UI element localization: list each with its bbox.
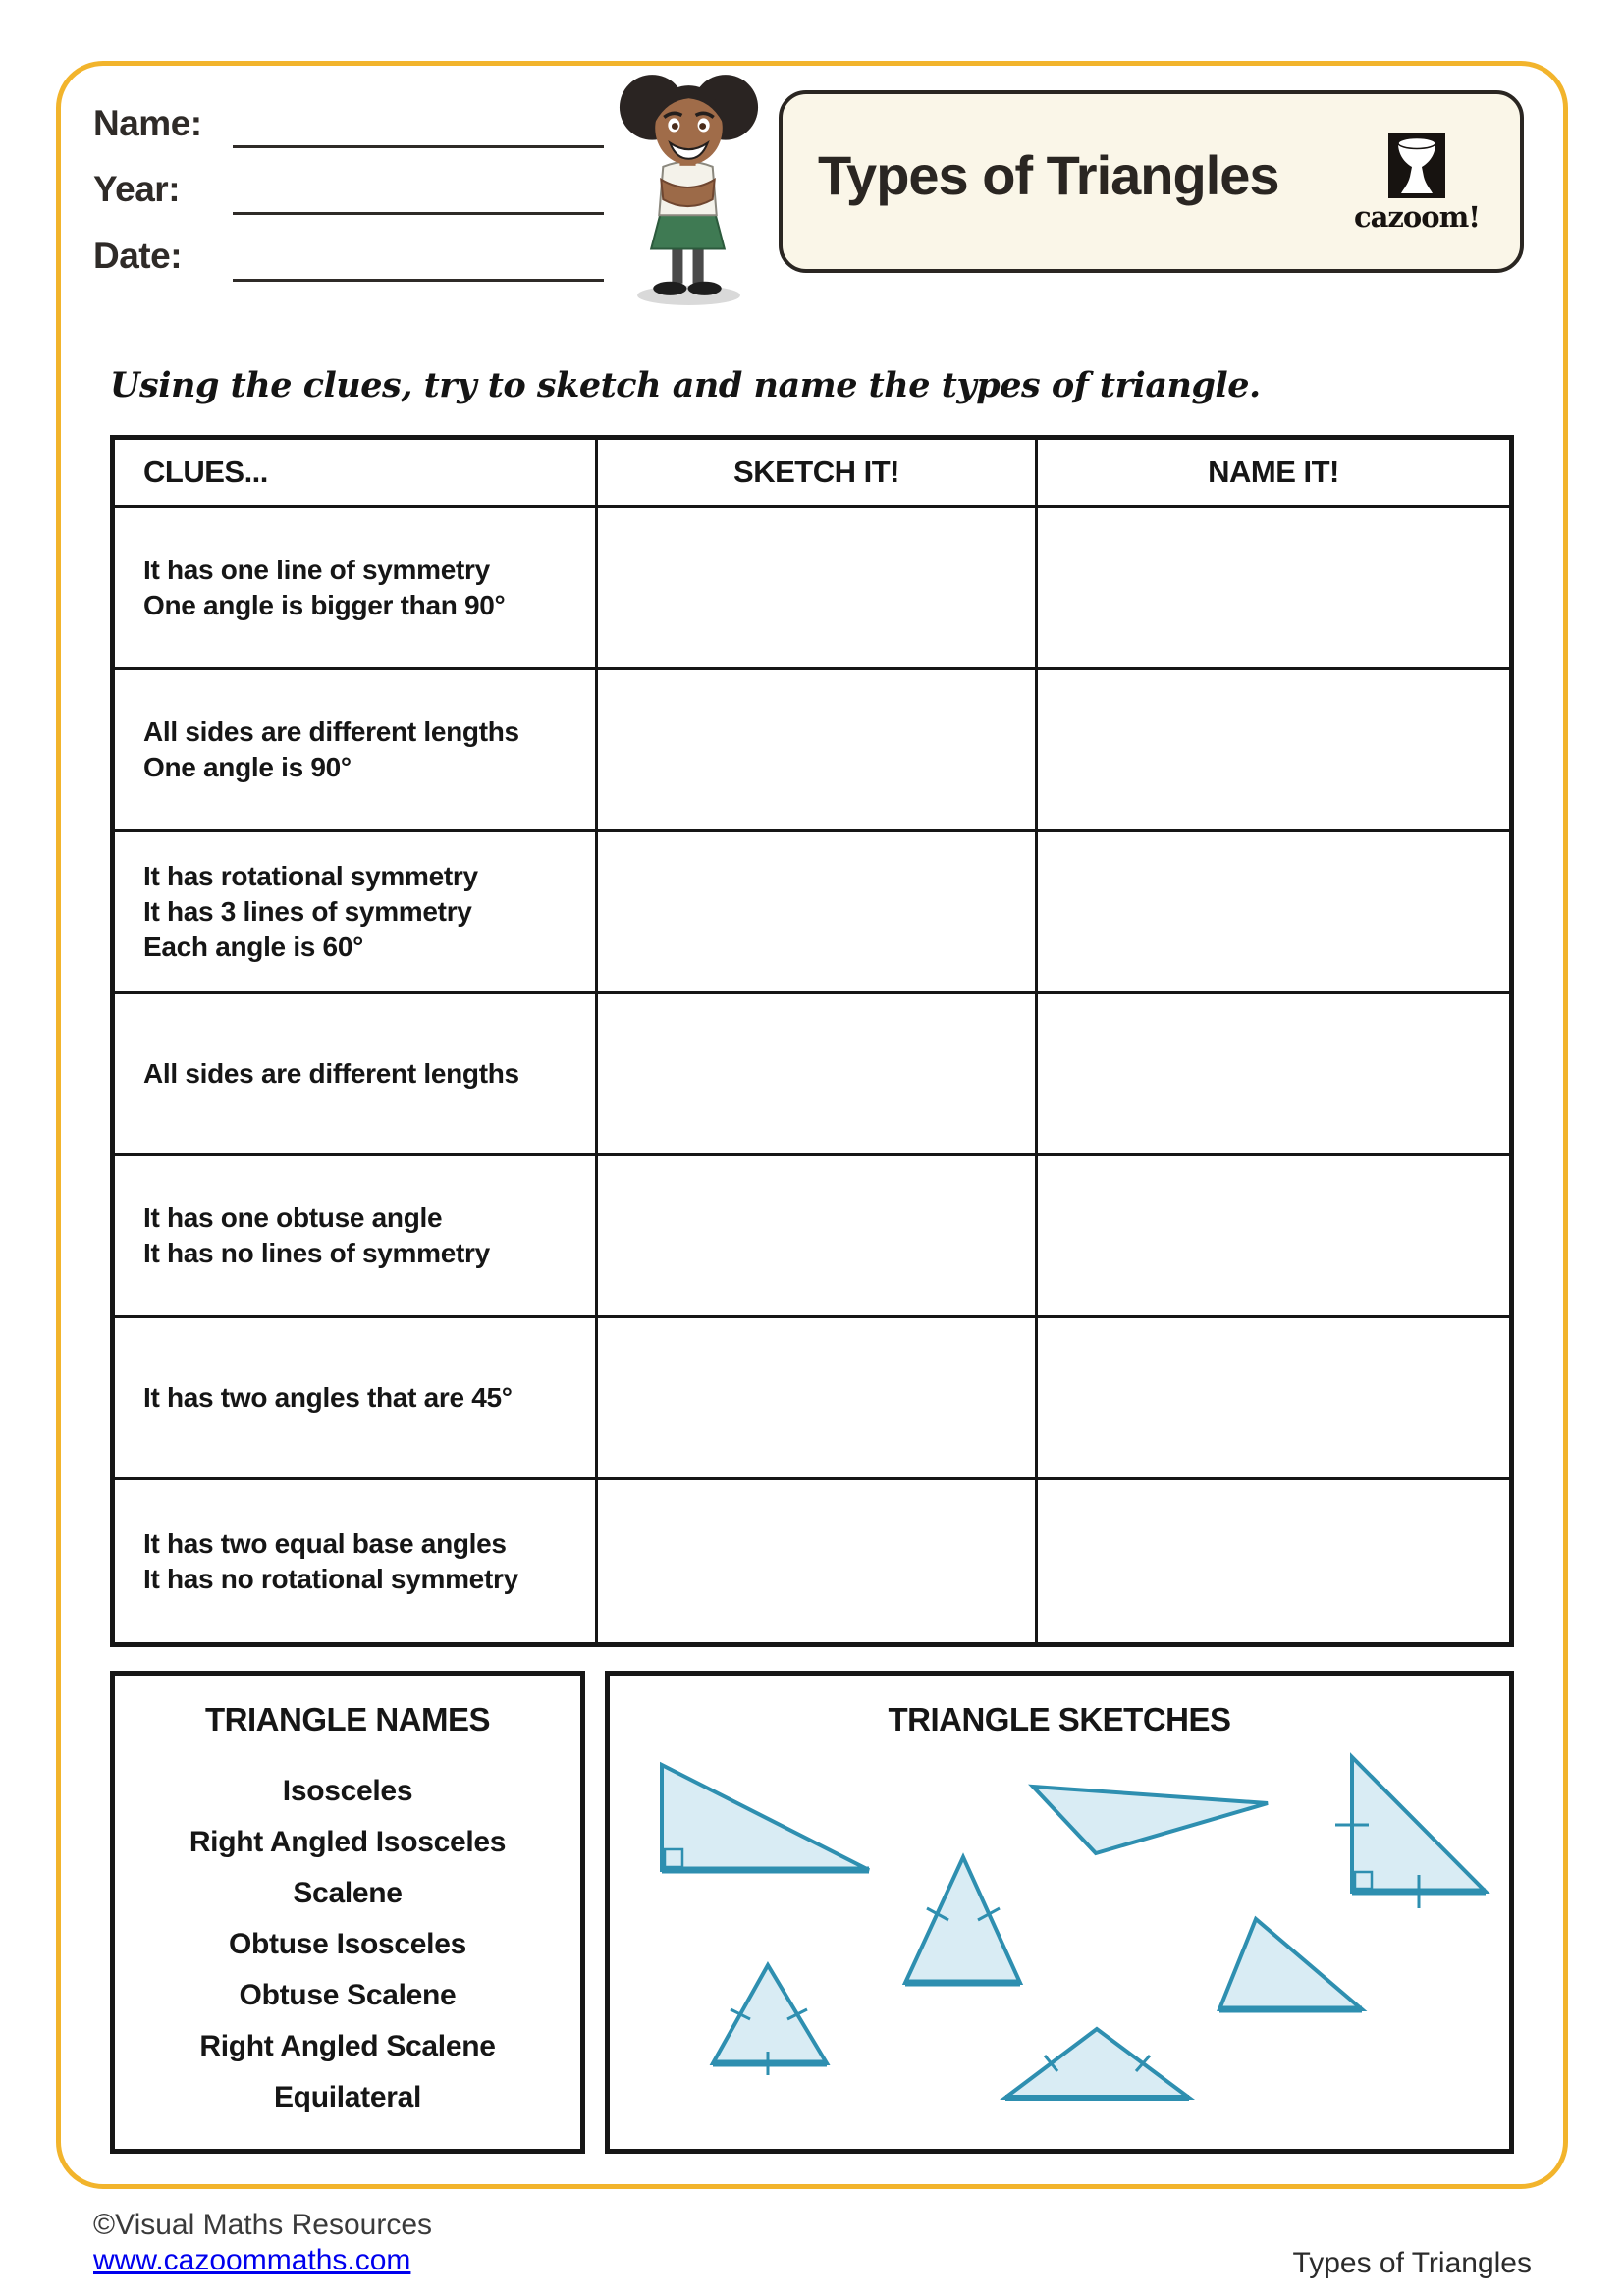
header-cell-name-it: NAME IT! (1208, 454, 1339, 489)
clue-cell: It has two angles that are 45° (115, 1318, 598, 1477)
clue-table (110, 435, 1514, 1647)
clue-cell: It has one line of symmetry One angle is bigger than 90° (115, 508, 598, 667)
sketch-answer-cell (598, 670, 1038, 829)
year-field-label: Year: (93, 169, 181, 209)
clue-cell: It has one obtuse angle It has no lines of symmetry (115, 1156, 598, 1315)
date-field-label: Date: (93, 236, 183, 276)
table-row (115, 994, 1509, 1156)
list-item: Scalene (293, 1877, 403, 1909)
right-angled-scalene-triangle (662, 1765, 869, 1870)
student-character-illustration (601, 65, 776, 312)
sketch-answer-cell (598, 994, 1038, 1153)
name-answer-cell (1038, 832, 1509, 991)
sketch-answer-cell (598, 1318, 1038, 1477)
table-row (115, 832, 1509, 994)
list-item: Obtuse Isosceles (229, 1928, 466, 1960)
clue-cell: All sides are different lengths (115, 994, 598, 1153)
footer-document-title: Types of Triangles (1292, 2247, 1532, 2279)
name-answer-cell (1038, 1156, 1509, 1315)
triangle-sketches-box (605, 1671, 1514, 2154)
header-cell-sketch-it: SKETCH IT! (598, 440, 1038, 505)
cazoom-logo-text: cazoom! (1353, 200, 1481, 234)
list-item: Obtuse Scalene (239, 1979, 457, 2011)
table-row (115, 1480, 1509, 1642)
list-item: Right Angled Isosceles (189, 1826, 507, 1858)
triangle-names-title: TRIANGLE NAMES (205, 1701, 490, 1737)
clue-cell: All sides are different lengths One angle is 90° (115, 670, 598, 829)
name-answer-cell (1038, 1480, 1509, 1642)
obtuse-isosceles-triangle (1005, 2029, 1189, 2098)
triangle-sketches-title: TRIANGLE SKETCHES (888, 1701, 1231, 1737)
triangle-sketches-canvas (610, 1676, 1509, 2149)
list-item: Right Angled Scalene (199, 2030, 496, 2062)
table-row (115, 1318, 1509, 1480)
instruction-text: Using the clues, try to sketch and name the types of triangle. (110, 365, 1261, 405)
year-field-line (233, 212, 604, 215)
scalene-triangle (1219, 1919, 1362, 2009)
copyright-text: ©Visual Maths Resources (93, 2209, 433, 2241)
table-row (115, 508, 1509, 670)
header-cell-clues: CLUES... (115, 440, 598, 505)
sketch-answer-cell (598, 832, 1038, 991)
isosceles-triangle (905, 1857, 1020, 1983)
list-item: Isosceles (282, 1775, 413, 1807)
equilateral-triangle (713, 1965, 827, 2063)
clue-table-header-row (115, 440, 1509, 508)
triangle-names-list (115, 1766, 580, 2123)
clue-cell: It has rotational symmetry It has 3 lines of symmetry Each angle is 60° (115, 832, 598, 991)
name-field-line (233, 145, 604, 148)
name-answer-cell (1038, 670, 1509, 829)
name-answer-cell (1038, 508, 1509, 667)
clue-cell: It has two equal base angles It has no rotational symmetry (115, 1480, 598, 1642)
website-link[interactable]: www.cazoommaths.com (93, 2244, 411, 2276)
table-row (115, 1156, 1509, 1318)
list-item: Equilateral (273, 2081, 422, 2113)
cazoom-drum-icon (1388, 133, 1445, 198)
worksheet-title-box (779, 90, 1524, 273)
worksheet-title: Types of Triangles (818, 144, 1279, 206)
sketch-answer-cell (598, 508, 1038, 667)
triangle-names-box (110, 1671, 585, 2154)
name-answer-cell (1038, 994, 1509, 1153)
obtuse-scalene-triangle (1033, 1787, 1268, 1853)
sketch-answer-cell (598, 1480, 1038, 1642)
sketch-answer-cell (598, 1156, 1038, 1315)
table-row (115, 670, 1509, 832)
date-field-line (233, 279, 604, 282)
cazoom-logo (1353, 133, 1481, 234)
name-field-label: Name: (93, 103, 202, 143)
name-answer-cell (1038, 1318, 1509, 1477)
